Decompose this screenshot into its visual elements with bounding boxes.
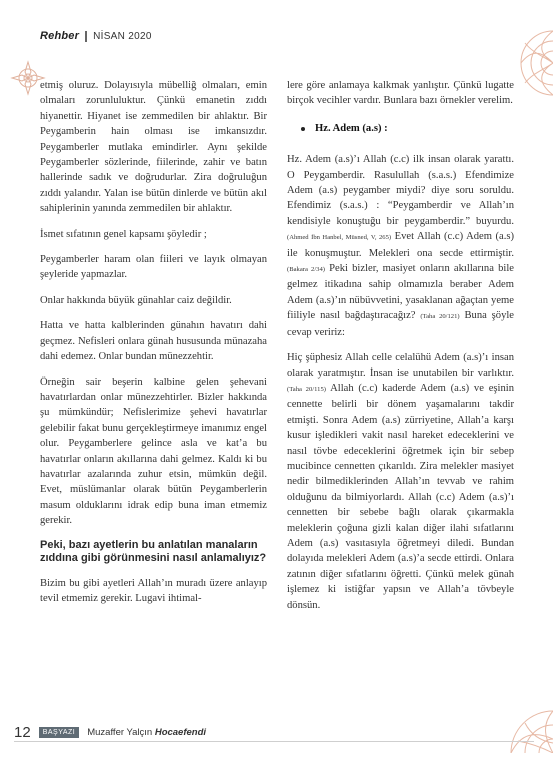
paragraph: [287, 152, 514, 340]
paragraph: Örneğin sair beşerin kalbine gelen şehevani havatırlardan onlar münezzehtirler. Bizler hakkında şu mümkündür; Nefislerimize şehevi havatırlar gelebilir fakat bunu gerçekleştirmeye imanımız engel olur. Peygamberlere gelince asla ve kat’a bu havatırlar onların akıllarına dahi gelmez. Kaldı ki bu havatırlar azalarında zuhur etsin, mümkün değil. Evet, müslümanlar olarak bütün Peygamberlerin masum olduklarını idrak edip buna iman etmemiz gerekir.: [40, 376, 267, 527]
bullet-heading: [301, 121, 514, 136]
paragraph: Bizim bu gibi ayetleri Allah’ın muradı üzere anlayıp tevil etmemiz gerekir. Lugavi ihtimal-: [40, 577, 267, 604]
paragraph: etmiş oluruz. Dolayısıyla mübelliğ olmaları, emin olmaları zorunluluktur. Çünkü emanetin zıddı hiyanettir. Hiyanet ise zemmedilen bir ahlaktır. Bir Peygamberin hain olması ise imkansızdır. Peygamberler mutlaka emindirler. Aynı şekilde Peygamberler sözlerinde, fiilerinde, zahir ve batın hallerinde sadık ve doğrudurlar. Zira doğruluğun zıddı yalandır. Yalan ise bütün dinlerde ve bütün akıl sahiplerinin yanında zemmedilen bir ahlaktır.: [40, 80, 267, 215]
citation: (Ahmed İbn Hanbel, Müsned, V, 265): [287, 234, 392, 242]
citation: (Taha 20/121): [420, 313, 460, 321]
text-run: Buna şöyle cevap veririz:: [287, 310, 515, 338]
text-run: Hz. Adem (a.s)’ı Allah (c.c) ilk insan olarak yarattı. O Peygamberdir. Rasulullah (s.a.s.) Efendimize Adem (a.s) peygamber miydi? diye soru soruldu. Efendimiz (s.a.s.) : “Peygamberdir ve Allah’ın kendisiyle konuştuğu bir peygamberdir.” buyurdu.: [287, 154, 514, 227]
author-name: Muzaffer Yalçın: [87, 727, 153, 738]
page-footer: [14, 724, 206, 741]
paragraph: Peygamberler haram olan fiileri ve layık olmayan şeyleride yapmazlar.: [40, 254, 267, 281]
citation: (Bakara 2/34): [287, 266, 325, 274]
bullet-icon: [301, 127, 305, 131]
section-subheading: Peki, bazı ayetlerin bu anlatılan manaların zıddına gibi görünmesini nasıl anlamalıyız?: [40, 538, 267, 565]
text-run: Evet Allah (c.c) Adem (a.s) ile konuşmuştur. Melekleri ona secde ettirmiştir.: [287, 231, 514, 259]
issue-date: NİSAN 2020: [93, 30, 152, 42]
author-byline: [87, 727, 206, 738]
paragraph: lere göre anlamaya kalkmak yanlıştır. Çünkü lugatte birçok vecihler vardır. Bunlara bazı örnekler verelim.: [287, 80, 514, 107]
text-run: Allah (c.c) kaderde Adem (a.s) ve eşinin cennette belirli bir dönem yaşamalarını takdir etmişti. Sonra Adem (a.s) zürriyetine, Allah’a karşı kusur işledikleri vakit nasıl hareket edeceklerini ve nasıl tövbe edeceklerini öğretmek için bir sebep mucibince cennetten çıkarıldı. Zira melekler masiyet nedir bilmediklerinden Allah’ın tevvab ve rahim olduğunu da bilmiyorlardı. Allah (c.c) Adem (a.s)’ı cennetten bir sebebe bağlı olarak çıkarmakla meleklerin çoğuna gizli kalan diğer ilahi sıfatlarını Adem (a.s) vasıtasıyla öğretmeyi diledi. Bundan dolayıda melekleri Adem (a.s)’a secde ettirdi. Onlara zatının diğer sıfatlarını öğretti. Çünkü melek günah işlemez ki istiğfar yapsın ve Allah’a tövbeyle dönsün.: [287, 382, 514, 611]
section-tag: BAŞYAZI: [39, 727, 80, 738]
magazine-logo: Rehber: [40, 30, 80, 42]
left-column: [40, 78, 267, 616]
paragraph: [287, 350, 514, 613]
bullet-heading-text: Hz. Adem (a.s) :: [315, 122, 388, 134]
text-run: Peki bizler, masiyet onların akıllarına bile gelmez itikadına sahip olmamızla beraber Adem Adem (a.s)’ın nübüvvetini, yasaklanan ağaçtan yeme fiiliyle nasıl bağdaştıracağız?: [287, 263, 514, 322]
citation: (Taha 20/115): [287, 385, 326, 393]
mandala-corner-ornament-icon: [463, 683, 553, 753]
paragraph: İsmet sıfatının genel kapsamı şöyledir ;: [40, 228, 207, 240]
page-number: 12: [14, 724, 31, 741]
page-header: [40, 30, 152, 42]
paragraph: Onlar hakkında büyük günahlar caiz değildir.: [40, 294, 232, 306]
text-run: Hiç şüphesiz Allah celle celalühü Adem (a.s)’ı insan olarak yaratmıştır. İnsan ise unutabilen bir varlıktır.: [287, 352, 514, 379]
footer-divider: [14, 741, 534, 742]
paragraph: Hatta ve hatta kalblerinden günahın havatırı dahi geçmez. Nefisleri onlara günah hususunda münazaha dahi edemez. Onlar bundan münezzehtir.: [40, 320, 267, 363]
right-column: [287, 78, 514, 623]
author-title: Hocaefendi: [154, 727, 207, 738]
header-separator: [85, 31, 87, 42]
